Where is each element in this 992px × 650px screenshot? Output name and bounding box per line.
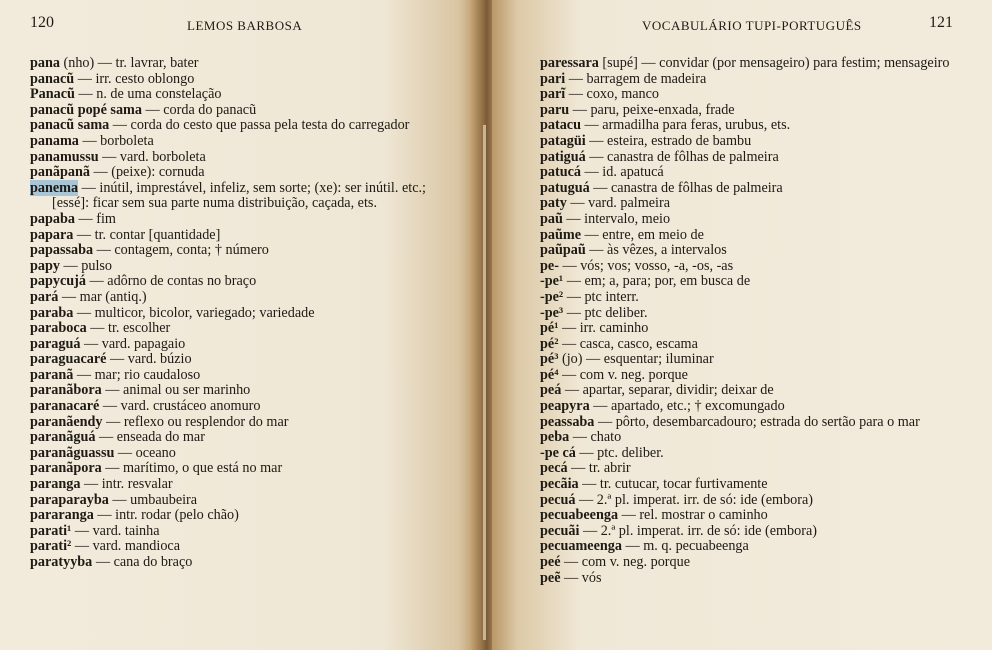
dictionary-entry	[540, 243, 972, 259]
dictionary-entry	[30, 555, 450, 571]
definition: — vard. tainha	[71, 522, 160, 539]
entry-list	[540, 56, 972, 586]
running-header: VOCABULÁRIO TUPI-PORTUGUÊS	[642, 18, 862, 33]
dictionary-entry	[540, 56, 972, 72]
definition: — vós	[560, 569, 602, 586]
headword: pecãia	[540, 476, 579, 493]
headword: peapyra	[540, 398, 590, 415]
definition: — contagem, conta; † número	[93, 242, 269, 259]
headword: peassaba	[540, 413, 595, 430]
headword: paranãguá	[30, 429, 96, 446]
definition: — coxo, manco	[565, 86, 660, 103]
dictionary-entry	[540, 477, 972, 493]
dictionary-entry	[30, 87, 450, 103]
headword: peá	[540, 382, 562, 399]
dictionary-entry	[540, 399, 972, 415]
definition: (jo) — esquentar; iluminar	[558, 351, 714, 368]
definition: — id. apatucá	[581, 164, 664, 181]
headword: panacũ popé sama	[30, 101, 142, 118]
dictionary-entry	[540, 524, 972, 540]
dictionary-entry	[30, 72, 450, 88]
dictionary-entry	[30, 383, 450, 399]
headword: paranga	[30, 476, 81, 493]
definition: — em; a, para; por, em busca de	[563, 273, 751, 290]
headword: pecuabeenga	[540, 507, 619, 524]
headword: papassaba	[30, 242, 94, 259]
definition: (nho) — tr. lavrar, bater	[59, 55, 199, 71]
definition: — rel. mostrar o caminho	[618, 507, 768, 524]
definition: — ptc interr.	[563, 288, 639, 305]
dictionary-entry	[30, 181, 450, 212]
headword: pé²	[540, 335, 559, 352]
dictionary-entry	[540, 430, 972, 446]
dictionary-entry	[30, 212, 450, 228]
definition: — enseada do mar	[95, 429, 205, 446]
definition: — canastra de fôlhas de palmeira	[585, 148, 779, 165]
dictionary-entry	[540, 352, 972, 368]
binding-thread	[483, 125, 486, 640]
headword: pecuameenga	[540, 538, 622, 555]
headword: patuguá	[540, 179, 590, 196]
headword: paty	[540, 195, 567, 212]
dictionary-entry	[30, 508, 450, 524]
headword: parĩ	[540, 86, 566, 103]
headword: paranãguassu	[30, 444, 115, 461]
headword: parati¹	[30, 522, 72, 539]
dictionary-entry	[540, 87, 972, 103]
headword: patacu	[540, 117, 581, 134]
definition: — vós; vos; vosso, -a, -os, -as	[558, 257, 734, 274]
dictionary-entry	[540, 321, 972, 337]
right-page	[492, 0, 992, 650]
dictionary-entry	[540, 446, 972, 462]
definition: — ptc. deliber.	[575, 444, 664, 461]
definition: — vard. mandioca	[71, 538, 181, 555]
definition: — multicor, bicolor, variegado; variedade	[73, 304, 315, 321]
headword: peba	[540, 429, 570, 446]
dictionary-entry	[540, 415, 972, 431]
headword: pecuãi	[540, 522, 580, 539]
dictionary-entry	[540, 259, 972, 275]
dictionary-entry	[540, 508, 972, 524]
dictionary-entry	[540, 337, 972, 353]
dictionary-entry	[30, 259, 450, 275]
headword: parati²	[30, 538, 72, 555]
page-number: 121	[929, 14, 953, 31]
definition: — corda do panacũ	[141, 101, 257, 118]
dictionary-entry	[540, 72, 972, 88]
headword: paratyyba	[30, 554, 93, 570]
dictionary-entry	[540, 228, 972, 244]
headword: pé⁴	[540, 366, 559, 383]
headword: panacũ	[30, 70, 75, 87]
dictionary-entry	[540, 461, 972, 477]
headword: papy	[30, 257, 60, 274]
headword: paũpaũ	[540, 242, 586, 259]
dictionary-entry	[540, 212, 972, 228]
definition: — 2.ª pl. imperat. irr. de só: ide (embora)	[575, 491, 814, 508]
dictionary-entry	[540, 290, 972, 306]
definition: — m. q. pecuabeenga	[621, 538, 749, 555]
headword: paraba	[30, 304, 74, 321]
definition: — apartar, separar, dividir; deixar de	[561, 382, 774, 399]
definition: — n. de uma constelação	[74, 86, 222, 103]
headword: panama	[30, 132, 79, 149]
dictionary-entry	[540, 150, 972, 166]
dictionary-entry	[540, 383, 972, 399]
definition: — (peixe): cornuda	[89, 164, 205, 181]
definition: — tr. escolher	[86, 320, 171, 337]
dictionary-entry	[30, 306, 450, 322]
dictionary-entry	[30, 290, 450, 306]
definition: — animal ou ser marinho	[101, 382, 251, 399]
dictionary-entry	[30, 461, 450, 477]
definition: — casca, casco, escama	[558, 335, 698, 352]
headword: pecuá	[540, 491, 576, 508]
dictionary-entry	[30, 150, 450, 166]
headword: pé³	[540, 351, 559, 368]
headword: -pe cá	[540, 444, 576, 461]
definition: — corda do cesto que passa pela testa do carregador	[109, 117, 410, 134]
definition: — adôrno de contas no braço	[85, 273, 257, 290]
definition: — borboleta	[78, 132, 154, 149]
headword: paranãendy	[30, 413, 103, 430]
headword: -pe²	[540, 288, 564, 305]
dictionary-entry	[30, 524, 450, 540]
definition: — irr. caminho	[558, 320, 649, 337]
definition: — intr. resvalar	[80, 476, 173, 493]
definition: — vard. papagaio	[80, 335, 186, 352]
dictionary-entry	[540, 368, 972, 384]
headword: pana	[30, 55, 60, 71]
headword: peẽ	[540, 569, 561, 586]
definition: — mar (antiq.)	[58, 288, 147, 305]
dictionary-entry	[30, 321, 450, 337]
definition: — canastra de fôlhas de palmeira	[589, 179, 783, 196]
page-number: 120	[30, 14, 54, 31]
dictionary-entry	[540, 118, 972, 134]
dictionary-entry	[540, 306, 972, 322]
headword: pará	[30, 288, 59, 305]
headword: -pe³	[540, 304, 564, 321]
headword: paranã	[30, 366, 74, 383]
dictionary-entry	[30, 243, 450, 259]
dictionary-entry	[30, 103, 450, 119]
dictionary-entry	[540, 103, 972, 119]
definition: — pulso	[59, 257, 112, 274]
headword: papara	[30, 226, 74, 243]
definition: — armadilha para feras, urubus, ets.	[581, 117, 791, 134]
definition: — barragem de madeira	[565, 70, 707, 87]
definition: — mar; rio caudaloso	[73, 366, 201, 383]
definition: — com v. neg. porque	[558, 366, 688, 383]
headword: papycujá	[30, 273, 86, 290]
headword: panãpanã	[30, 164, 90, 181]
dictionary-entry	[30, 539, 450, 555]
headword: paũ	[540, 210, 563, 227]
definition: — cana do braço	[92, 554, 193, 570]
definition: — tr. abrir	[567, 460, 631, 477]
headword: pé¹	[540, 320, 559, 337]
left-page	[0, 0, 478, 650]
dictionary-entry	[30, 337, 450, 353]
dictionary-entry	[30, 415, 450, 431]
definition: — esteira, estrado de bambu	[585, 132, 752, 149]
dictionary-entry	[540, 493, 972, 509]
dictionary-entry	[540, 555, 972, 571]
headword: patagüi	[540, 132, 586, 149]
definition: — vard. búzio	[106, 351, 192, 368]
headword: paraguacaré	[30, 351, 107, 368]
headword: pararanga	[30, 507, 94, 524]
headword: paraparayba	[30, 491, 109, 508]
headword: patiguá	[540, 148, 586, 165]
headword: peé	[540, 554, 561, 570]
dictionary-entry	[30, 430, 450, 446]
definition: — às vêzes, a intervalos	[585, 242, 727, 259]
definition: — oceano	[114, 444, 176, 461]
dictionary-entry	[540, 134, 972, 150]
headword: paraboca	[30, 320, 87, 337]
definition: — tr. cutucar, tocar furtivamente	[578, 476, 768, 493]
dictionary-entry	[30, 446, 450, 462]
headword: paru	[540, 101, 570, 118]
headword: paranãpora	[30, 460, 102, 477]
definition: — inútil, imprestável, infeliz, sem sorte; (xe): ser inútil. etc.; [essé]: ficar sem sua parte numa distribuição, caçada, ets.	[52, 179, 426, 212]
headword: panacũ sama	[30, 117, 110, 134]
dictionary-entry	[30, 352, 450, 368]
dictionary-entry	[30, 493, 450, 509]
dictionary-entry	[540, 571, 972, 587]
definition: — fim	[74, 210, 116, 227]
headword: paranãbora	[30, 382, 102, 399]
definition: — entre, em meio de	[581, 226, 704, 243]
dictionary-entry	[30, 134, 450, 150]
dictionary-entry	[30, 165, 450, 181]
dictionary-entry	[30, 477, 450, 493]
definition: — com v. neg. porque	[560, 554, 690, 570]
dictionary-entry	[540, 539, 972, 555]
definition: — apartado, etc.; † excomungado	[589, 398, 785, 415]
definition: — vard. palmeira	[566, 195, 671, 212]
dictionary-entry	[30, 56, 450, 72]
dictionary-entry	[30, 399, 450, 415]
definition: — reflexo ou resplendor do mar	[102, 413, 289, 430]
headword: paressara	[540, 55, 599, 71]
definition: — intr. rodar (pelo chão)	[93, 507, 239, 524]
definition: — paru, peixe-enxada, frade	[569, 101, 735, 118]
entry-list	[30, 56, 450, 571]
definition: — umbaubeira	[108, 491, 198, 508]
headword: pari	[540, 70, 566, 87]
dictionary-entry	[540, 181, 972, 197]
definition: — irr. cesto oblongo	[74, 70, 195, 87]
headword: panamussu	[30, 148, 99, 165]
headword: pe-	[540, 257, 559, 274]
definition: — tr. contar [quantidade]	[73, 226, 221, 243]
definition: — vard. borboleta	[98, 148, 206, 165]
headword: Panacũ	[30, 86, 75, 103]
headword: paranacaré	[30, 398, 100, 415]
headword: paũme	[540, 226, 581, 243]
dictionary-entry	[540, 196, 972, 212]
definition: — pôrto, desembarcadouro; estrada do sertão para o mar	[594, 413, 920, 430]
dictionary-entry	[30, 368, 450, 384]
definition: — intervalo, meio	[562, 210, 671, 227]
definition: — chato	[569, 429, 622, 446]
headword: panema	[30, 179, 79, 196]
dictionary-entry	[30, 274, 450, 290]
headword: paraguá	[30, 335, 81, 352]
dictionary-entry	[30, 118, 450, 134]
headword: -pe¹	[540, 273, 564, 290]
definition: — 2.ª pl. imperat. irr. de só: ide (embora)	[579, 522, 817, 539]
headword: papaba	[30, 210, 75, 227]
headword: pecá	[540, 460, 568, 477]
dictionary-entry	[30, 228, 450, 244]
definition: — ptc deliber.	[563, 304, 648, 321]
running-header: LEMOS BARBOSA	[187, 18, 303, 33]
dictionary-entry	[540, 165, 972, 181]
dictionary-entry	[540, 274, 972, 290]
definition: [supé] — convidar (por mensageiro) para festim; mensageiro	[598, 55, 950, 71]
headword: patucá	[540, 164, 581, 181]
definition: — vard. crustáceo anomuro	[99, 398, 261, 415]
definition: — marítimo, o que está no mar	[101, 460, 283, 477]
